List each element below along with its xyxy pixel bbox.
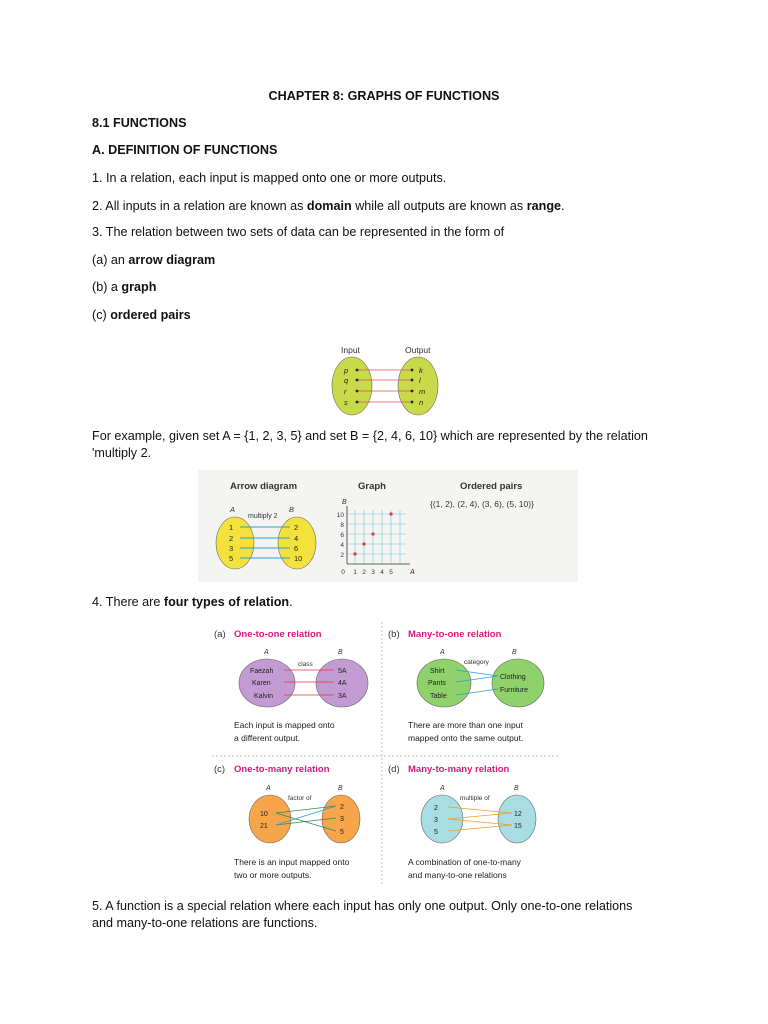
svg-text:Furniture: Furniture <box>500 687 529 694</box>
svg-text:k: k <box>419 366 423 375</box>
svg-text:Each input is mapped onto: Each input is mapped onto <box>234 720 335 730</box>
paragraph-1: 1. In a relation, each input is mapped onto one or more outputs. <box>92 171 447 185</box>
svg-text:3A: 3A <box>338 693 347 700</box>
svg-text:10: 10 <box>294 554 303 563</box>
svg-text:B: B <box>289 505 295 514</box>
svg-text:multiply 2: multiply 2 <box>248 513 278 520</box>
svg-text:Input: Input <box>341 345 360 355</box>
svg-text:p: p <box>344 366 349 375</box>
svg-text:3: 3 <box>340 816 344 823</box>
svg-text:One-to-many relation: One-to-many relation <box>234 764 330 775</box>
term-range: range <box>526 199 562 213</box>
svg-text:2: 2 <box>229 534 234 543</box>
svg-text:0: 0 <box>341 569 345 576</box>
svg-text:10: 10 <box>336 512 344 519</box>
figure-four-relations <box>210 620 560 886</box>
svg-text:A: A <box>266 785 271 792</box>
svg-text:10: 10 <box>260 811 268 818</box>
svg-text:B: B <box>512 649 517 656</box>
graph-point <box>389 512 392 515</box>
svg-text:1: 1 <box>229 523 234 532</box>
panel-many-to-many <box>388 764 536 880</box>
svg-text:5: 5 <box>340 829 344 836</box>
svg-text:2: 2 <box>340 552 344 559</box>
svg-text:A combination of one-to-many: A combination of one-to-many <box>408 857 521 867</box>
svg-text:Pants: Pants <box>428 680 446 687</box>
svg-text:A: A <box>264 649 269 656</box>
svg-text:Kalvin: Kalvin <box>254 693 274 700</box>
svg-text:6: 6 <box>340 532 344 539</box>
arrow-diagram-title: Arrow diagram <box>230 481 298 492</box>
panel-many-to-one <box>388 629 544 743</box>
svg-text:A: A <box>440 649 445 656</box>
svg-text:two or more outputs.: two or more outputs. <box>234 870 312 880</box>
svg-text:15: 15 <box>514 823 522 830</box>
svg-text:s: s <box>344 398 348 407</box>
svg-text:B: B <box>342 499 347 506</box>
svg-text:2: 2 <box>362 569 366 576</box>
svg-text:5: 5 <box>434 829 438 836</box>
svg-text:2: 2 <box>434 805 438 812</box>
svg-text:Clothing: Clothing <box>500 674 526 681</box>
svg-text:5: 5 <box>229 554 234 563</box>
paragraph-5-line-1: 5. A function is a special relation where each input has only one output. Only one-to-one relations <box>92 899 633 913</box>
graph-point <box>371 532 374 535</box>
svg-text:q: q <box>344 376 349 385</box>
svg-text:(a): (a) <box>214 629 226 640</box>
svg-text:mapped onto the same output.: mapped onto the same output. <box>408 733 524 743</box>
svg-text:4A: 4A <box>338 680 347 687</box>
svg-text:r: r <box>344 387 347 396</box>
svg-text:B: B <box>514 785 519 792</box>
svg-text:3: 3 <box>434 817 438 824</box>
svg-text:B: B <box>338 649 343 656</box>
svg-text:A: A <box>440 785 445 792</box>
list-item: (a) an arrow diagram <box>92 253 216 267</box>
svg-text:21: 21 <box>260 823 268 830</box>
graph-title: Graph <box>358 481 386 492</box>
svg-text:6: 6 <box>294 544 299 553</box>
example-line-1: For example, given set A = {1, 2, 3, 5} and set B = {2, 4, 6, 10} which are represented by the relation <box>92 429 648 443</box>
svg-text:n: n <box>419 398 424 407</box>
svg-text:(d): (d) <box>388 764 400 775</box>
example-line-2: 'multiply 2. <box>92 446 152 460</box>
svg-text:Karen: Karen <box>252 680 271 687</box>
svg-text:8: 8 <box>340 522 344 529</box>
svg-text:5: 5 <box>389 569 393 576</box>
svg-text:Many-to-one relation: Many-to-one relation <box>408 629 502 640</box>
figure-arrow-diagram-basic <box>325 342 445 418</box>
svg-text:a different output.: a different output. <box>234 733 301 743</box>
svg-text:l: l <box>419 376 421 385</box>
svg-text:factor of: factor of <box>288 795 312 802</box>
ordered-pairs-title: Ordered pairs <box>460 481 523 492</box>
svg-text:Output: Output <box>405 345 431 355</box>
list-item: (b) a graph <box>92 280 157 294</box>
graph-point <box>362 542 365 545</box>
paragraph-4: 4. There are four types of relation. <box>92 595 293 609</box>
svg-text:2: 2 <box>340 804 344 811</box>
svg-text:m: m <box>419 387 426 396</box>
svg-text:(c): (c) <box>214 764 226 775</box>
chapter-title: CHAPTER 8: GRAPHS OF FUNCTIONS <box>268 89 500 103</box>
graph-point <box>353 552 356 555</box>
svg-text:and many-to-one relations: and many-to-one relations <box>408 870 507 880</box>
svg-text:multiple of: multiple of <box>460 795 490 802</box>
panel-one-to-many <box>214 764 360 880</box>
svg-text:category: category <box>464 659 489 666</box>
paragraph-3: 3. The relation between two sets of data can be represented in the form of <box>92 225 505 239</box>
svg-text:Faezah: Faezah <box>250 668 274 675</box>
svg-text:Shirt: Shirt <box>430 668 445 675</box>
svg-text:One-to-one relation: One-to-one relation <box>234 629 322 640</box>
svg-text:B: B <box>338 785 343 792</box>
list-item: (c) ordered pairs <box>92 308 191 322</box>
svg-text:4: 4 <box>380 569 384 576</box>
paragraph-5-line-2: and many-to-one relations are functions. <box>92 916 318 930</box>
paragraph-2: 2. All inputs in a relation are known as domain while all outputs are known as range. <box>92 199 565 213</box>
svg-text:(b): (b) <box>388 629 400 640</box>
svg-text:4: 4 <box>340 542 344 549</box>
svg-text:2: 2 <box>294 523 299 532</box>
svg-text:3: 3 <box>229 544 234 553</box>
svg-text:Many-to-many relation: Many-to-many relation <box>408 764 510 775</box>
svg-text:1: 1 <box>353 569 357 576</box>
figure-three-representations <box>198 470 578 582</box>
svg-text:class: class <box>298 661 313 668</box>
panel-one-to-one <box>214 629 368 743</box>
subsection-title: A. DEFINITION OF FUNCTIONS <box>92 143 278 157</box>
ordered-pairs-set: {(1, 2), (2, 4), (3, 6), (5, 10)} <box>430 499 534 509</box>
svg-text:There is an input mapped onto: There is an input mapped onto <box>234 857 350 867</box>
svg-text:A: A <box>230 505 236 514</box>
term-domain: domain <box>306 199 352 213</box>
svg-text:4: 4 <box>294 534 299 543</box>
svg-text:Table: Table <box>430 693 447 700</box>
section-title: 8.1 FUNCTIONS <box>92 116 187 130</box>
svg-text:12: 12 <box>514 811 522 818</box>
svg-text:3: 3 <box>371 569 375 576</box>
svg-text:5A: 5A <box>338 668 347 675</box>
svg-text:There are more than one input: There are more than one input <box>408 720 523 730</box>
svg-text:A: A <box>410 569 415 576</box>
